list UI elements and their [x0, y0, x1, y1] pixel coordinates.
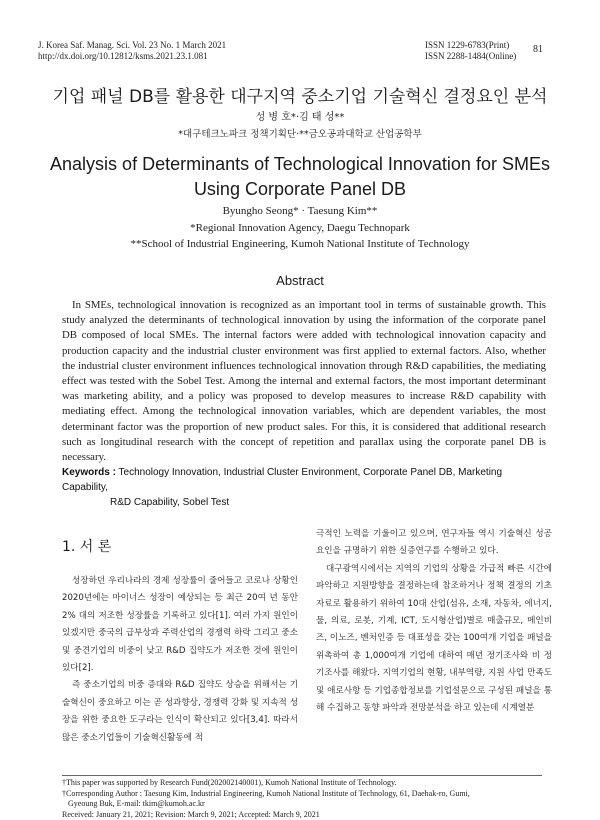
title-english-line2: Using Corporate Panel DB [0, 177, 600, 202]
issn-block [425, 40, 516, 62]
section-1-heading: 1. 서 론 [62, 536, 111, 556]
affiliation-korean: *대구테크노파크 정책기획단·**금오공과대학교 산업공학부 [0, 126, 600, 140]
keywords-line2: R&D Capability, Sobel Test [62, 495, 546, 510]
page-number: 81 [533, 44, 543, 55]
paragraph-right-1: 극적인 노력을 기울이고 있으며, 연구자들 역시 기술혁신 성공요인을 규명하기 위한 실증연구를 수행하고 있다. [316, 526, 552, 561]
keywords-block [62, 465, 546, 510]
title-english [0, 152, 600, 202]
paragraph-right-2: 대구광역시에서는 지역의 기업의 상황을 가급적 빠른 시간에 파악하고 지원방향을 결정하는데 참조하거나 정책 결정의 기초자료로 활용하기 위하여 10대 산업(섬유, 소재, 자동차, 에너지, 물, 의료, 로봇, 기계, ICT, 도시형산업)별로 매출규모, 메인비즈, 이노즈, 벤처인증 등 대표성을 갖는 100여개 기업을 패널을 위촉하여 총 1,000여개 기업에 대하여 매년 정기조사와 비 정기조사를 해왔다. 지역기업의 현황, 내부역량, 지원 사업 만족도 및 애로사항 등 기업종합정보를 기업설문으로 구성된 패널을 통해 수집하고 동향 파악과 전망분석을 하고 있는데 시계열분 [316, 561, 552, 718]
journal-citation: J. Korea Saf. Manag. Sci. Vol. 23 No. 1 March 2021 [38, 40, 226, 51]
body-column-left [62, 573, 298, 747]
keywords-line1: Technology Innovation, Industrial Cluster Environment, Corporate Panel DB, Marketing Capability, [62, 467, 502, 493]
affiliation-english-2: **School of Industrial Engineering, Kumoh National Institute of Technology [0, 238, 600, 250]
footnote-dates: Received: January 21, 2021; Revision: March 9, 2021; Accepted: March 9, 2021 [62, 810, 546, 820]
footnote-corresponding-author: †Corresponding Author : Taesung Kim, Industrial Engineering, Kumoh National Institute of Technology, 61, Daehak-ro, Gumi, [62, 789, 546, 800]
paragraph-left-2: 즉 중소기업의 비중 증대와 R&D 집약도 상승을 위해서는 기술혁신이 중요하고 이는 곧 성과향상, 경쟁력 강화 및 지속적 성장을 위한 중요한 도구라는 인식이 확산되고 있다[3,4]. 따라서 많은 중소기업들이 기술혁신활동에 적 [62, 677, 298, 747]
issn-online: ISSN 2288-1484(Online) [425, 51, 516, 62]
paragraph-left-1: 성장하던 우리나라의 경제 성장률이 줄어들고 코로나 상황인 2020년에는 마이너스 성장이 예상되는 등 최근 20여 년 동안 2% 대의 저조한 성장률을 기록하고 있다[1]. 여러 가지 원인이 있겠지만 중국의 급부상과 주력산업의 경쟁력 하락 그리고 중소 및 중견기업의 비중이 낮고 R&D 집약도가 저조한 것에 원인이 있다[2]. [62, 573, 298, 677]
affiliation-english-1: *Regional Innovation Agency, Daegu Technopark [0, 222, 600, 234]
abstract-heading: Abstract [0, 273, 600, 288]
title-korean: 기업 패널 DB를 활용한 대구지역 중소기업 기술혁신 결정요인 분석 [0, 82, 600, 107]
footnote-funding: †This paper was supported by Research Fund(202002140001), Kumoh National Institute of Technology. [62, 778, 546, 789]
issn-print: ISSN 1229-6783(Print) [425, 40, 516, 51]
authors-english: Byungho Seong* · Taesung Kim** [0, 205, 600, 217]
keywords-label: Keywords : [62, 467, 116, 478]
journal-header [38, 40, 226, 62]
body-column-right [316, 526, 552, 717]
footnote-divider [62, 775, 542, 776]
abstract-body: In SMEs, technological innovation is recognized as an important tool in terms of sustainable growth. This study analyzed the determinants of technological innovation by using the information of the corporate panel DB composed of local SMEs. The internal factors were added with technological innovation capacity and production capacity and the industrial cluster environment was first applied to external factors. Also, whether the industrial cluster environment influences technological innovation through R&D capabilities, the mediating effect was tested with the Sobel Test. Among the internal and external factors, the most important determinant was marketing ability, and a policy was proposed to develop measures to increase R&D capability with mediating effect. Among the technological innovation variables, which are dependent variables, the most determinant factor was the proportion of new product sales. For this, it is considered that additional research such as longitudinal research with the concept of repetition and parallax using the corporate panel DB is necessary. [62, 298, 546, 465]
footnote-address: Gyeoung Buk, E-mail: tkim@kumoh.ac.kr [62, 799, 546, 810]
title-english-line1: Analysis of Determinants of Technological Innovation for SMEs [0, 152, 600, 177]
doi-link[interactable]: http://dx.doi.org/10.12812/ksms.2021.23.1.081 [38, 51, 226, 62]
authors-korean: 성 병 호*·김 태 성** [0, 108, 600, 123]
